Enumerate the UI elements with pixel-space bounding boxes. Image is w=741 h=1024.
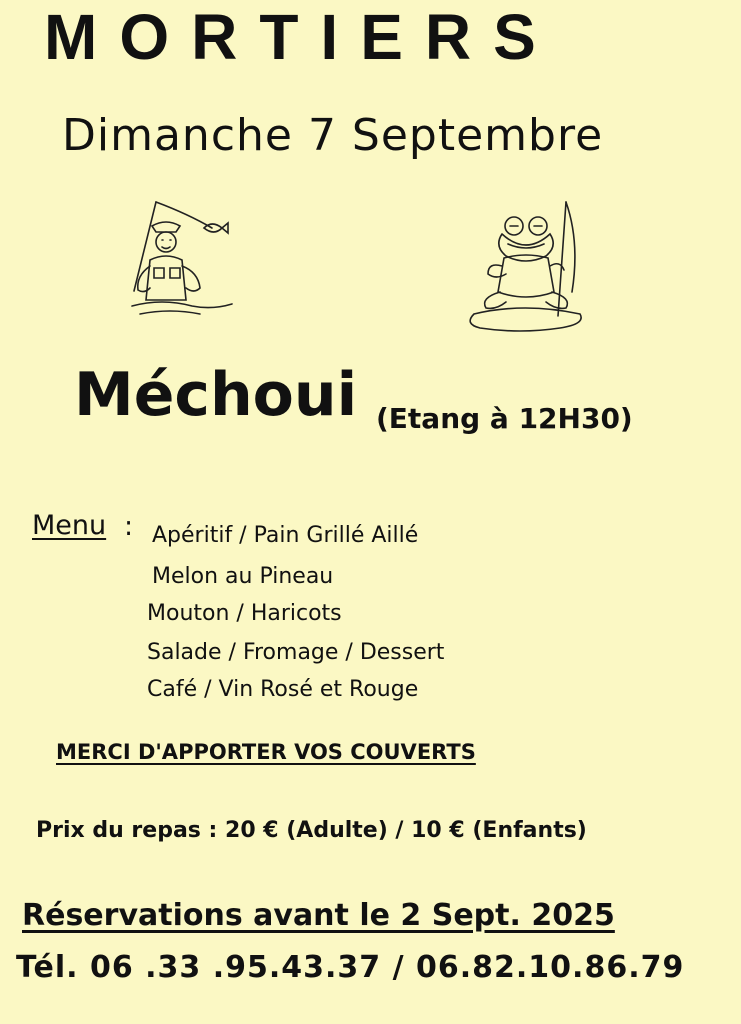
menu-item: Mouton / Haricots bbox=[147, 601, 342, 626]
menu-item: Café / Vin Rosé et Rouge bbox=[147, 677, 419, 702]
flyer-title: MORTIERS bbox=[44, 1, 558, 73]
reservation-deadline: Réservations avant le 2 Sept. 2025 bbox=[22, 898, 615, 933]
event-date: Dimanche 7 Septembre bbox=[62, 110, 604, 161]
bring-cutlery-notice: MERCI D'APPORTER VOS COUVERTS bbox=[56, 740, 476, 764]
menu-label: Menu bbox=[32, 510, 107, 541]
fisherman-icon bbox=[118, 196, 238, 326]
frog-fishing-icon bbox=[466, 196, 586, 341]
menu-colon: : bbox=[124, 511, 134, 542]
event-name: Méchoui bbox=[74, 360, 358, 430]
event-details: (Etang à 12H30) bbox=[376, 402, 633, 435]
phone-numbers: Tél. 06 .33 .95.43.37 / 06.82.10.86.79 bbox=[16, 950, 685, 985]
menu-item: Apéritif / Pain Grillé Aillé bbox=[152, 523, 419, 548]
menu-item: Salade / Fromage / Dessert bbox=[147, 640, 445, 665]
menu-item: Melon au Pineau bbox=[152, 564, 334, 589]
meal-price: Prix du repas : 20 € (Adulte) / 10 € (Enfants) bbox=[36, 818, 587, 843]
